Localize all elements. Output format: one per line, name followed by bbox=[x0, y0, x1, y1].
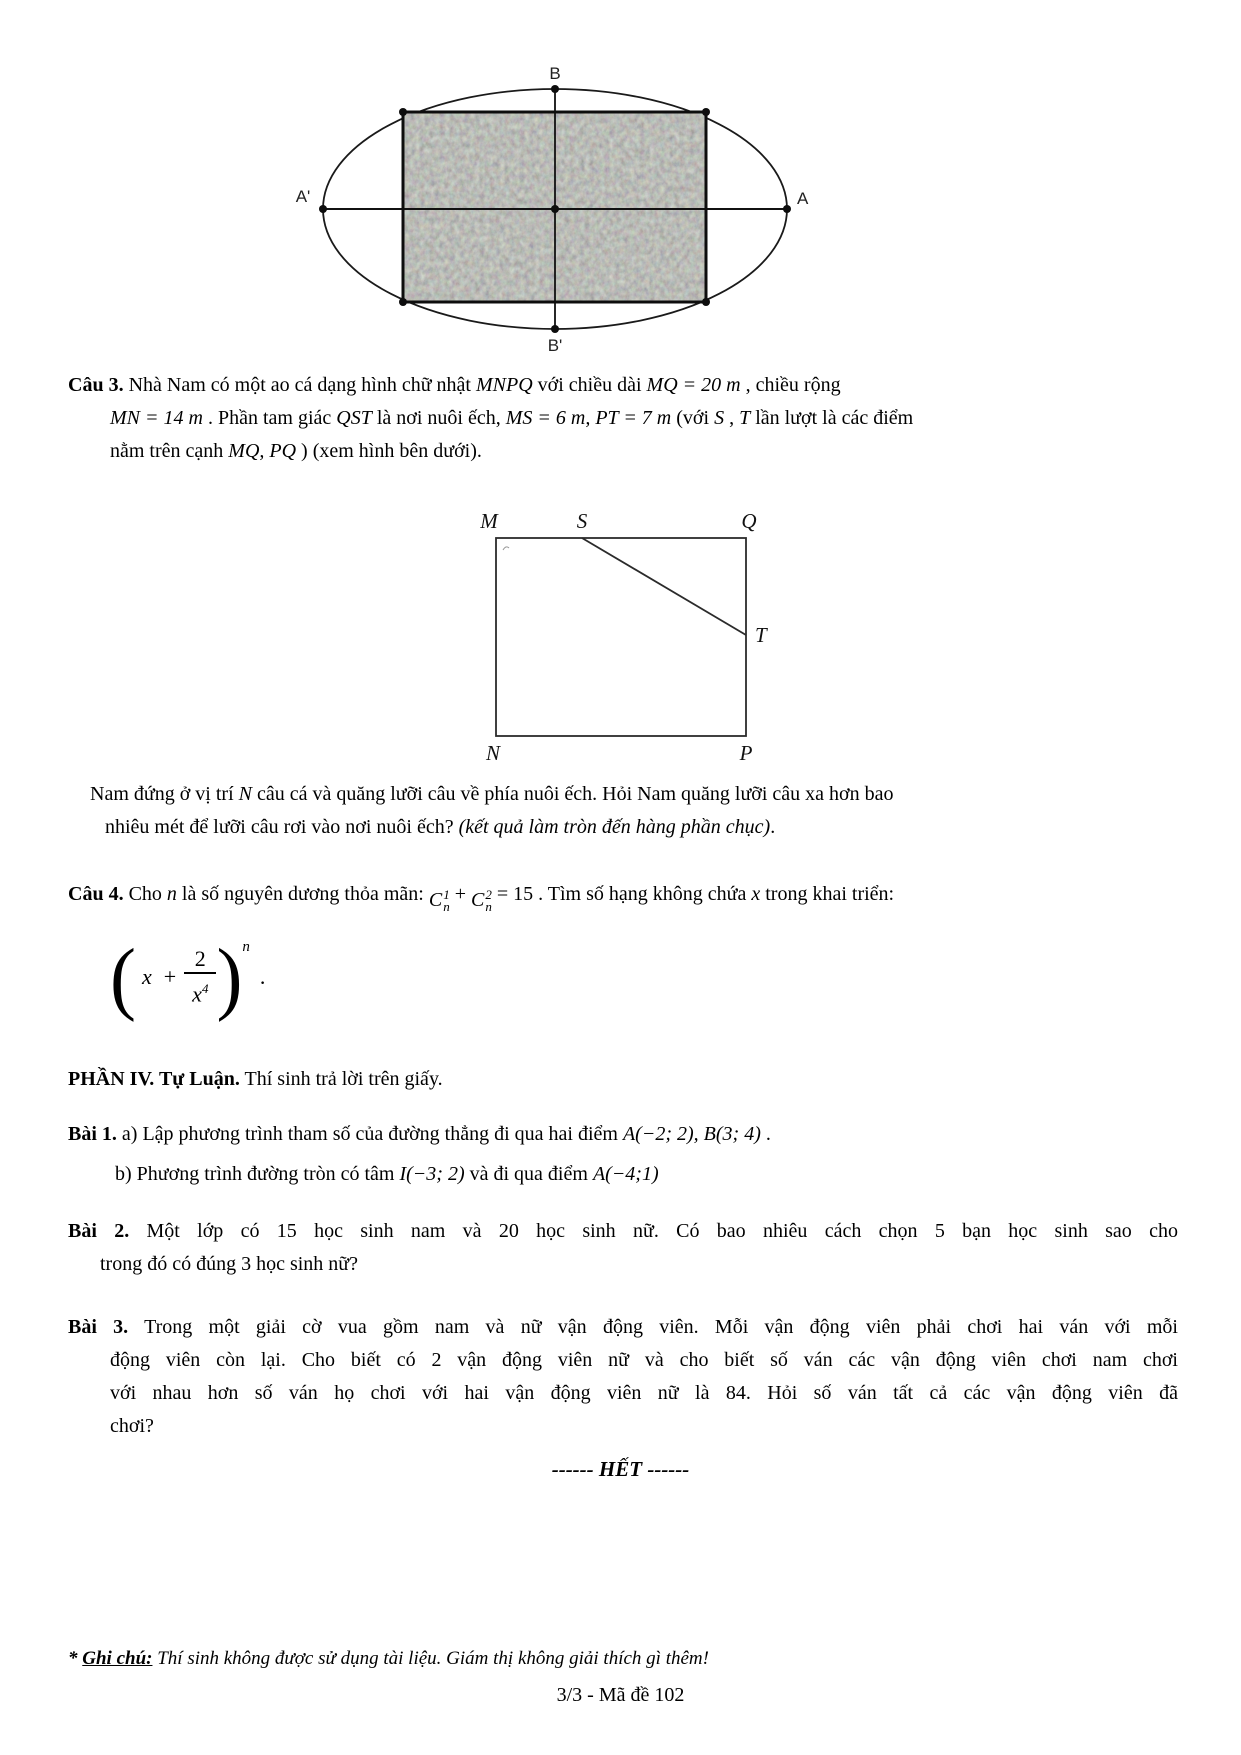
footer-note-text: Thí sinh không được sử dụng tài liệu. Giám thị không giải thích gì thêm! bbox=[152, 1648, 709, 1669]
bai3-paragraph bbox=[68, 1311, 1178, 1443]
cau3-math: QST bbox=[336, 407, 372, 429]
nam-math: N bbox=[238, 783, 252, 805]
binomial-C1n bbox=[429, 884, 450, 917]
pond-figure bbox=[461, 508, 781, 766]
cau3-text: lần lượt là các điểm bbox=[750, 407, 914, 429]
formula-x: x bbox=[141, 964, 152, 989]
cau3-math: MQ = 20 m bbox=[646, 374, 741, 396]
bai3-line2: động viên còn lại. Cho biết có 2 vận động viên nữ và cho biết số ván các vận động viên chơi nam chơi bbox=[110, 1349, 1178, 1371]
ellipse-label-B: B bbox=[549, 64, 561, 83]
den-exponent: 4 bbox=[201, 981, 209, 997]
cau3-text: (với bbox=[671, 407, 715, 429]
cau3-math: MN = 14 m bbox=[110, 407, 203, 429]
cau4-plus: + bbox=[454, 883, 466, 905]
phan4-text: Thí sinh trả lời trên giấy. bbox=[239, 1068, 443, 1090]
bai2-line1 bbox=[68, 1215, 1178, 1248]
pond-label-M: M bbox=[479, 509, 498, 533]
phan4-label: PHẦN IV. Tự Luận. bbox=[68, 1068, 240, 1090]
cau3-math: MS = 6 m, PT = 7 m bbox=[505, 407, 672, 429]
pond-label-N: N bbox=[485, 741, 500, 765]
cau4-text: . Tìm số hạng không chứa bbox=[533, 883, 752, 905]
cau4-paragraph bbox=[68, 878, 1178, 917]
corner-scan-mark bbox=[503, 547, 509, 550]
cau4-math: n bbox=[166, 883, 177, 905]
bai1-label: Bài 1. bbox=[68, 1123, 117, 1145]
bai1-math: I(−3; 2) bbox=[399, 1163, 465, 1185]
bai3-line3: với nhau hơn số ván họ chơi với hai vận động viên nữ là 84. Hỏi số ván tất cả các vận động viên đã bbox=[110, 1382, 1178, 1404]
formula-plus: + bbox=[163, 964, 177, 989]
page-number: 3/3 - Mã đề 102 bbox=[556, 1684, 685, 1706]
cau4-text: là số nguyên dương thỏa mãn: bbox=[176, 883, 429, 905]
nam-text: câu cá và quăng lưỡi câu về phía nuôi ếch. Hỏi Nam quăng lưỡi câu xa hơn bao bbox=[251, 783, 894, 805]
binomial-base: C bbox=[470, 889, 485, 911]
bai3-text: Trong một giải cờ vua gồm nam và nữ vận động viên. Mỗi vận động viên phải chơi hai ván với mỗi bbox=[128, 1316, 1178, 1338]
bai1-text: . bbox=[760, 1123, 771, 1145]
pond-label-T: T bbox=[754, 623, 767, 647]
ellipse-label-A: A bbox=[797, 189, 809, 208]
bai2-paragraph bbox=[68, 1215, 1178, 1281]
fraction bbox=[184, 946, 216, 1007]
bai2-label: Bài 2. bbox=[68, 1220, 130, 1242]
formula-period: . bbox=[259, 964, 266, 989]
nam-text: Nam đứng ở vị trí bbox=[90, 783, 239, 805]
cau4-text: trong khai triển: bbox=[760, 883, 895, 905]
cau3-text: . Phần tam giác bbox=[202, 407, 337, 429]
bai3-line1 bbox=[68, 1311, 1178, 1344]
pond-rectangle bbox=[496, 538, 746, 736]
cau3-math: MQ, PQ bbox=[228, 440, 297, 462]
cau3-label: Câu 3. bbox=[68, 374, 124, 396]
fraction-numerator: 2 bbox=[194, 946, 206, 972]
binomial-sub: n bbox=[443, 898, 450, 914]
binomial-sub: n bbox=[485, 898, 492, 914]
nam-text: nhiêu mét để lưỡi câu rơi vào nơi nuôi ếch? bbox=[105, 816, 459, 838]
cau3-math: S bbox=[714, 407, 725, 429]
binomial-sup: 2 bbox=[485, 886, 492, 902]
cau3-paragraph bbox=[68, 369, 1178, 468]
bai1-paragraph-b bbox=[115, 1158, 1178, 1191]
outer-exponent: n bbox=[242, 939, 250, 955]
cau3-text: nằm trên cạnh bbox=[110, 440, 229, 462]
footer-star: * bbox=[68, 1648, 83, 1669]
pond-label-S: S bbox=[576, 509, 587, 533]
bai3-line4: chơi? bbox=[110, 1415, 154, 1437]
den-base: x bbox=[192, 981, 202, 1007]
cau4-formula: ( x + $\frac{2}{x^4}$ ) n . bbox=[110, 930, 266, 1023]
bai1-paragraph-a bbox=[68, 1118, 1178, 1151]
bai3-label: Bài 3. bbox=[68, 1316, 129, 1338]
bai1-text: a) Lập phương trình tham số của đường thẳng đi qua hai điểm bbox=[116, 1123, 623, 1145]
binomial-base: C bbox=[428, 889, 443, 911]
line-S-to-T bbox=[582, 538, 746, 635]
cau3-math: MNPQ bbox=[475, 374, 533, 396]
bai2-text: Một lớp có 15 học sinh nam và 20 học sinh nữ. Có bao nhiêu cách chọn 5 bạn học sinh sao cho bbox=[129, 1220, 1178, 1242]
nam-note-italic: (kết quả làm tròn đến hàng phần chục) bbox=[458, 816, 771, 838]
ellipse-figure bbox=[245, 55, 865, 355]
bai1-text: và đi qua điểm bbox=[464, 1163, 593, 1185]
cau4-label: Câu 4. bbox=[68, 883, 124, 905]
bai2-line2: trong đó có đúng 3 học sinh nữ? bbox=[100, 1253, 359, 1275]
cau3-question-paragraph bbox=[90, 778, 1178, 844]
cau3-text: , bbox=[724, 407, 740, 429]
binomial-C2n bbox=[471, 884, 492, 917]
footer-note bbox=[68, 1648, 1178, 1670]
bai1-math: A(−4;1) bbox=[592, 1163, 659, 1185]
cau3-math: T bbox=[739, 407, 751, 429]
binomial-sup: 1 bbox=[443, 886, 450, 902]
pond-label-P: P bbox=[739, 741, 752, 765]
nam-text: . bbox=[770, 816, 776, 838]
cau3-text: là nơi nuôi ếch, bbox=[371, 407, 506, 429]
footer-note-label: Ghi chú: bbox=[82, 1648, 153, 1669]
cau4-math: x bbox=[751, 883, 761, 905]
fraction-denominator bbox=[184, 972, 216, 1007]
cau4-text: Cho bbox=[123, 883, 167, 905]
cau3-text: với chiều dài bbox=[532, 374, 647, 396]
cau3-text: ) (xem hình bên dưới). bbox=[296, 440, 482, 462]
phan4-heading bbox=[68, 1063, 1178, 1096]
cau3-text: Nhà Nam có một ao cá dạng hình chữ nhật bbox=[123, 374, 476, 396]
ellipse-label-B-prime: B' bbox=[547, 336, 563, 355]
pond-label-Q: Q bbox=[740, 509, 757, 533]
bai1-text: b) Phương trình đường tròn có tâm bbox=[115, 1163, 400, 1185]
bai1-math: A(−2; 2), B(3; 4) bbox=[622, 1123, 761, 1145]
cau4-equals: = 15 bbox=[496, 883, 534, 905]
ellipse-label-A-prime: A' bbox=[295, 187, 311, 206]
end-marker: ------ HẾT ------ bbox=[551, 1457, 690, 1481]
cau3-text: , chiều rộng bbox=[740, 374, 841, 396]
